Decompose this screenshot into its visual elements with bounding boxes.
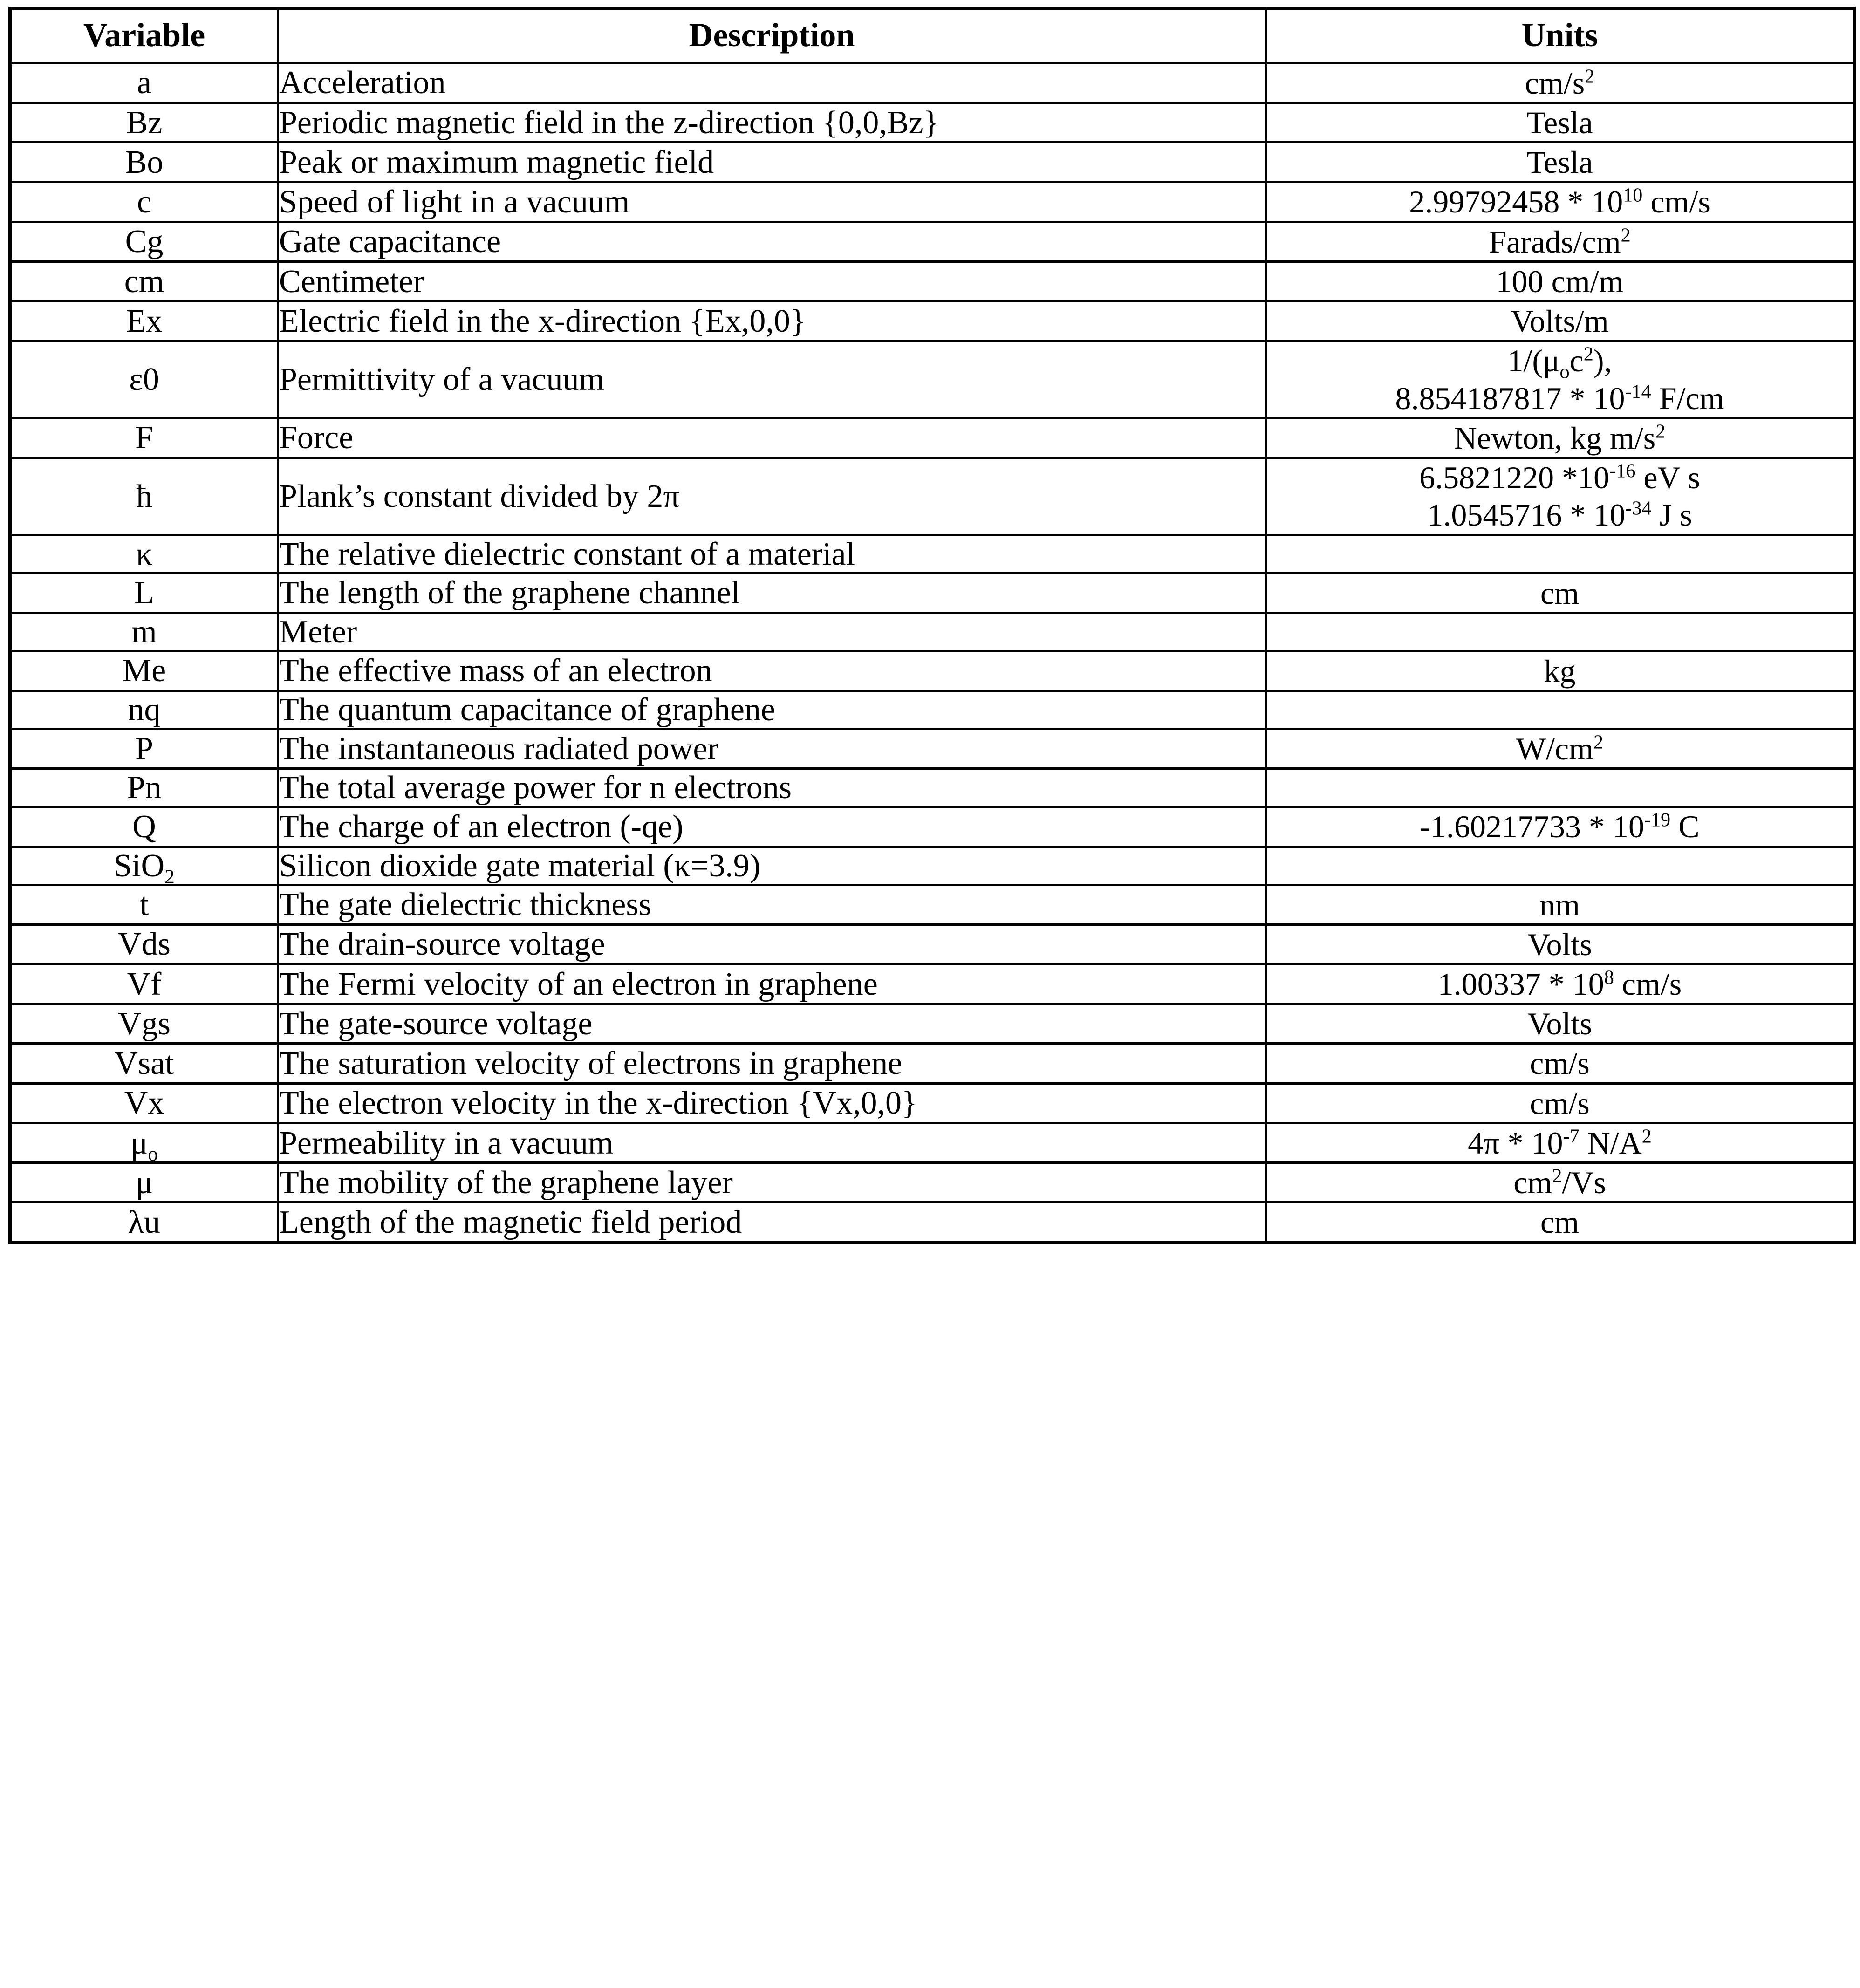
cell-variable: cm [10, 261, 278, 301]
table-row [10, 1123, 1854, 1162]
cell-variable: ħ [10, 458, 278, 535]
table-row [10, 535, 1854, 573]
cell-units [1266, 769, 1854, 807]
cell-units: $2.99792458 * 10^{10}$ cm/s [1266, 182, 1854, 222]
cell-description: The mobility of the graphene layer [278, 1163, 1266, 1202]
table-row [10, 418, 1854, 458]
table-body [10, 63, 1854, 1243]
cell-description: Permeability in a vacuum [278, 1123, 1266, 1162]
cell-description: Electric field in the x-direction {Ex,0,0} [278, 301, 1266, 341]
table-header-row [10, 8, 1854, 63]
cell-units [1266, 691, 1854, 729]
cell-description: The drain-source voltage [278, 924, 1266, 964]
cell-description: Meter [278, 613, 1266, 651]
cell-units [1266, 847, 1854, 885]
cell-units: $cm^2/Vs$ [1266, 1163, 1854, 1202]
cell-units: kg [1266, 651, 1854, 690]
cell-description: The gate-source voltage [278, 1004, 1266, 1044]
table-row [10, 261, 1854, 301]
table-row [10, 1083, 1854, 1123]
cell-variable: Pn [10, 769, 278, 807]
cell-variable: ε0 [10, 341, 278, 418]
table-row [10, 102, 1854, 142]
cell-variable: Vsat [10, 1044, 278, 1083]
cell-description: Silicon dioxide gate material (κ=3.9) [278, 847, 1266, 885]
cell-description: Acceleration [278, 63, 1266, 102]
table-row [10, 807, 1854, 847]
cell-variable: Cg [10, 222, 278, 261]
cell-units: 100 cm/m [1266, 261, 1854, 301]
cell-description: The electron velocity in the x-direction {Vx,0,0} [278, 1083, 1266, 1123]
cell-units: cm/s [1266, 1083, 1854, 1123]
table-row [10, 573, 1854, 613]
table-header [10, 8, 1854, 63]
cell-variable: nq [10, 691, 278, 729]
table-row [10, 924, 1854, 964]
cell-description: Speed of light in a vacuum [278, 182, 1266, 222]
cell-variable: κ [10, 535, 278, 573]
table-row [10, 729, 1854, 769]
cell-description: Peak or maximum magnetic field [278, 143, 1266, 182]
table-row [10, 458, 1854, 535]
cell-description: The gate dielectric thickness [278, 885, 1266, 924]
table-row [10, 964, 1854, 1004]
cell-units: Tesla [1266, 143, 1854, 182]
table-row [10, 182, 1854, 222]
cell-description: Force [278, 418, 1266, 458]
cell-description: The Fermi velocity of an electron in graphene [278, 964, 1266, 1004]
cell-description: Permittivity of a vacuum [278, 341, 1266, 418]
table-row [10, 613, 1854, 651]
cell-units: Volts [1266, 1004, 1854, 1044]
cell-units: Volts [1266, 924, 1854, 964]
cell-variable: Me [10, 651, 278, 690]
cell-variable: P [10, 729, 278, 769]
cell-variable: Vf [10, 964, 278, 1004]
table-row [10, 1044, 1854, 1083]
table-row [10, 63, 1854, 102]
cell-units: Farads/$cm^2$ [1266, 222, 1854, 261]
cell-units: cm [1266, 573, 1854, 613]
cell-units [1266, 535, 1854, 573]
cell-units: cm [1266, 1202, 1854, 1243]
cell-units: $W/cm^2$ [1266, 729, 1854, 769]
cell-variable: c [10, 182, 278, 222]
cell-variable: t [10, 885, 278, 924]
cell-description: Centimeter [278, 261, 1266, 301]
cell-units: $1/(\mu_oc^2)$, $8.854187817 * 10^{-14}$ F/cm [1266, 341, 1854, 418]
cell-units: nm [1266, 885, 1854, 924]
cell-description: The charge of an electron (-qe) [278, 807, 1266, 847]
cell-variable: F [10, 418, 278, 458]
cell-variable: λu [10, 1202, 278, 1243]
table-row [10, 301, 1854, 341]
column-header-units: Units [1266, 8, 1854, 63]
cell-variable: Vx [10, 1083, 278, 1123]
cell-units: $1.00337 * 10^8$ cm/s [1266, 964, 1854, 1004]
cell-variable: a [10, 63, 278, 102]
cell-units: $-1.60217733 * 10^{-19}$ C [1266, 807, 1854, 847]
cell-description: The length of the graphene channel [278, 573, 1266, 613]
cell-variable: Vgs [10, 1004, 278, 1044]
cell-variable: μ [10, 1163, 278, 1202]
cell-description: Length of the magnetic field period [278, 1202, 1266, 1243]
cell-units: Volts/m [1266, 301, 1854, 341]
cell-description: The quantum capacitance of graphene [278, 691, 1266, 729]
cell-units [1266, 613, 1854, 651]
cell-variable: L [10, 573, 278, 613]
cell-description: The effective mass of an electron [278, 651, 1266, 690]
cell-description: Periodic magnetic field in the z-direction {0,0,Bz} [278, 102, 1266, 142]
cell-variable: Bo [10, 143, 278, 182]
table-row [10, 847, 1854, 885]
cell-variable: SiO$_2$ [10, 847, 278, 885]
table-row [10, 222, 1854, 261]
cell-variable: Bz [10, 102, 278, 142]
cell-description: The relative dielectric constant of a material [278, 535, 1266, 573]
column-header-variable: Variable [10, 8, 278, 63]
cell-units: $4\pi * 10^{-7}$ $N/A^2$ [1266, 1123, 1854, 1162]
cell-description: Plank’s constant divided by 2π [278, 458, 1266, 535]
table-row [10, 691, 1854, 729]
cell-units: Newton, kg $m/s^2$ [1266, 418, 1854, 458]
table-row [10, 1202, 1854, 1243]
table-row [10, 651, 1854, 690]
table-row [10, 885, 1854, 924]
cell-description: The instantaneous radiated power [278, 729, 1266, 769]
cell-variable: Ex [10, 301, 278, 341]
cell-description: The saturation velocity of electrons in graphene [278, 1044, 1266, 1083]
cell-units: 6.5821220 $*10^{-16}$ eV s $1.0545716 * 10^{-34}$ J s [1266, 458, 1854, 535]
table-row [10, 769, 1854, 807]
table-row [10, 143, 1854, 182]
cell-description: The total average power for n electrons [278, 769, 1266, 807]
cell-variable: Q [10, 807, 278, 847]
cell-description: Gate capacitance [278, 222, 1266, 261]
column-header-description: Description [278, 8, 1266, 63]
cell-variable: m [10, 613, 278, 651]
cell-units: cm/s [1266, 1044, 1854, 1083]
nomenclature-table [8, 7, 1856, 1244]
cell-units: $cm/s^2$ [1266, 63, 1854, 102]
table-row [10, 341, 1854, 418]
cell-units: Tesla [1266, 102, 1854, 142]
table-row [10, 1004, 1854, 1044]
table-row [10, 1163, 1854, 1202]
cell-variable: $\mu_o$ [10, 1123, 278, 1162]
cell-variable: Vds [10, 924, 278, 964]
